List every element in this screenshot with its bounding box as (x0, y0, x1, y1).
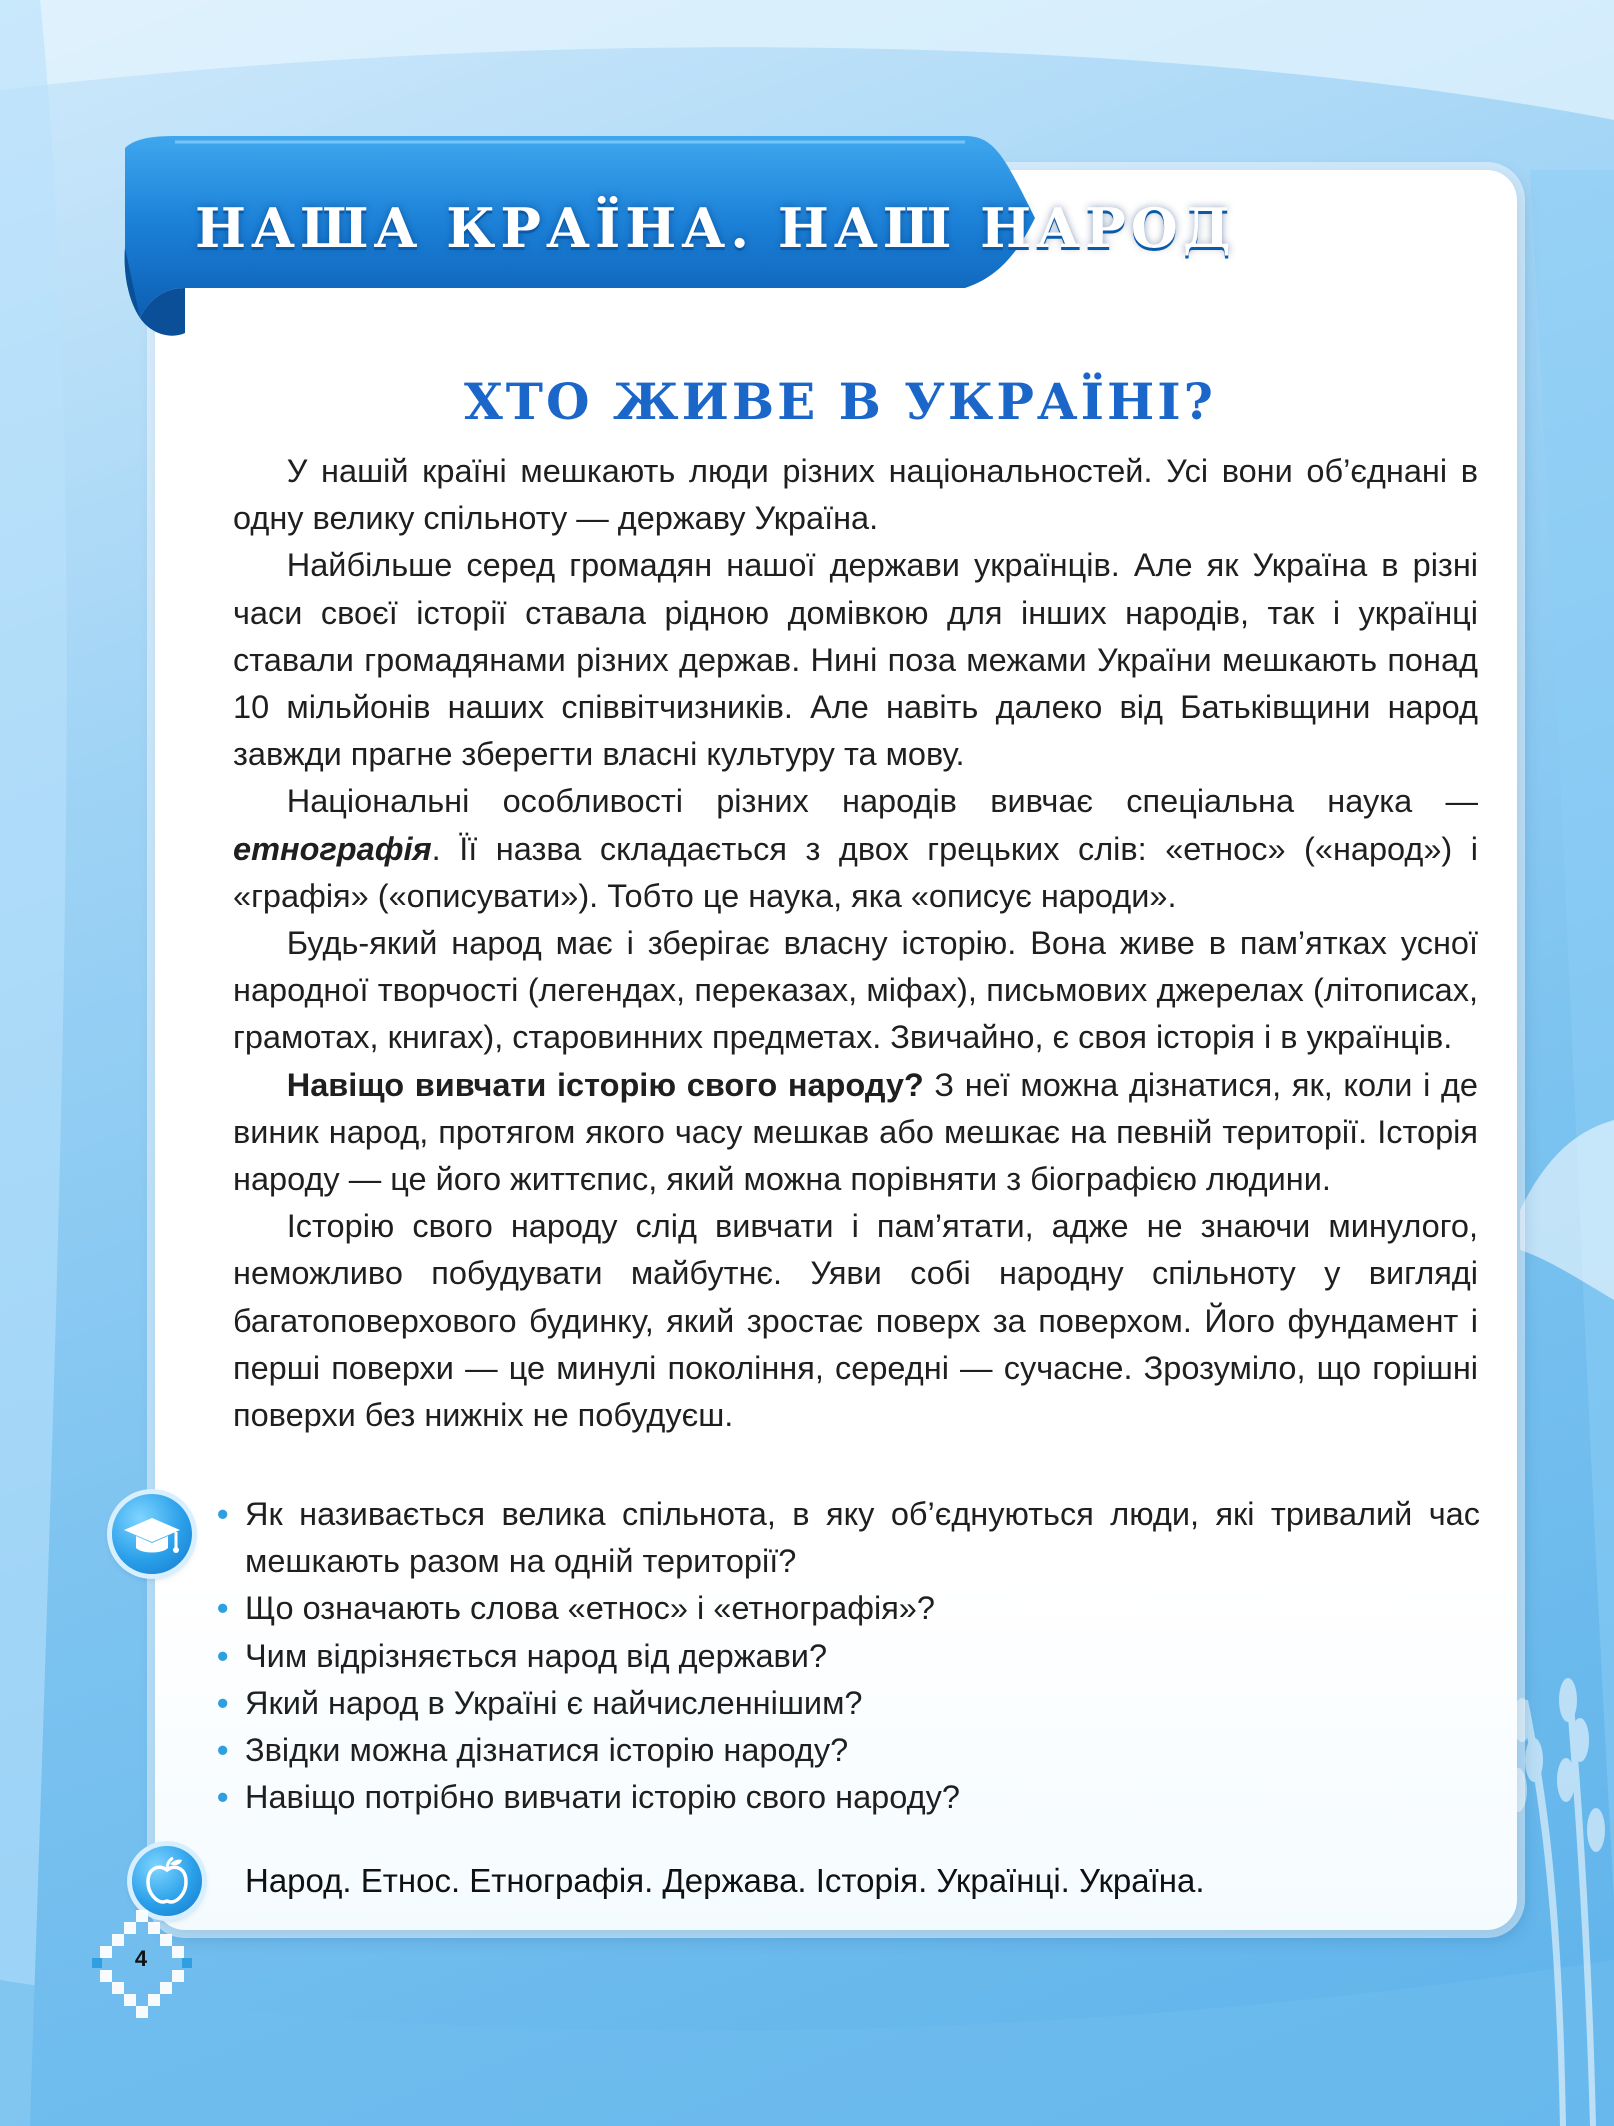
paragraph: Будь-який народ має і зберігає власну історію. Вона живе в пам’ятках усної народної творчості (легендах, переказах, міфах), письмових джерелах (літописах, грамотах, книгах), старовинних предметах. Звичайно, є своя історія і в українців. (233, 925, 1478, 1056)
bullet: • (217, 1732, 229, 1769)
bullet: • (217, 1779, 229, 1816)
lesson-body (233, 448, 1478, 1439)
key-question: Навіщо вивчати історію свого народу? (286, 1066, 924, 1103)
list-item: • Який народ в Україні є найчисленнішим? (215, 1680, 1480, 1727)
bullet: • (217, 1684, 229, 1721)
graduation-cap-icon (112, 1494, 192, 1574)
term-highlight: етнографія (233, 830, 432, 867)
bullet: • (217, 1590, 229, 1627)
keywords-badge (132, 1846, 202, 1916)
list-item: • Навіщо потрібно вивчати історію свого народу? (215, 1774, 1480, 1821)
apple-icon (132, 1846, 202, 1916)
list-item: • Звідки можна дізнатися історію народу? (215, 1727, 1480, 1774)
bullet: • (217, 1496, 229, 1532)
paragraph: Національні особливості різних народів вивчає спеціальна наука — етнографія. Її назва складається з двох грецьких слів: «етнос» («народ») і «графія» («описувати»). Тобто це наука, яка «описує народи». (233, 783, 1478, 914)
bullet: • (217, 1637, 229, 1674)
paragraph: Навіщо вивчати історію свого народу? З неї можна дізнатися, як, коли і де виник народ, протягом якого часу мешкав або мешкає на певній території. Історія народу — це його життєпис, який можна порівняти з біографією людини. (233, 1066, 1479, 1198)
lesson-title: ХТО ЖИВЕ В УКРАЇНІ? (464, 372, 1216, 431)
keywords-line: Народ. Етнос. Етнографія. Держава. Історія. Українці. Україна. (245, 1862, 1205, 1899)
paragraph: Найбільше серед громадян нашої держави українців. Але як Україна в різні часи своєї історії ставала рідною домівкою для інших народів, так і українці ставали громадянами різних держав. Нині поза межами України мешкають понад 10 мільйонів наших співвітчизників. Але навіть далеко від Батьківщини народ завжди прагне зберегти власні культуру та мову. (233, 547, 1478, 773)
list-item: • Що означають слова «етнос» і «етнографія»? (215, 1585, 1480, 1632)
list-item: • Як називається велика спільнота, в яку об’єднуються люди, які тривалий час мешкають разом на одній території? (215, 1491, 1480, 1585)
list-item: • Чим відрізняється народ від держави? (215, 1633, 1480, 1680)
page-number: 4 (134, 1946, 148, 1971)
paragraph: Історію свого народу слід вивчати і пам’ятати, адже не знаючи минулого, неможливо побудувати майбутнє. Уяви собі народну спільноту у вигляді багатоповерхового будинку, який зростає поверх за поверхом. Його фундамент і перші поверхи — це минулі покоління, середні — сучасне. Зрозуміло, що горішні поверхи без нижніх не побудуєш. (233, 1208, 1478, 1434)
questions-badge (112, 1494, 192, 1574)
review-questions (215, 1491, 1480, 1821)
page-header-title: НАША КРАЇНА. НАШ НАРОД (195, 196, 1236, 260)
paragraph: У нашій країні мешкають люди різних національностей. Усі вони об’єднані в одну велику спільноту — державу Україна. (233, 453, 1478, 537)
